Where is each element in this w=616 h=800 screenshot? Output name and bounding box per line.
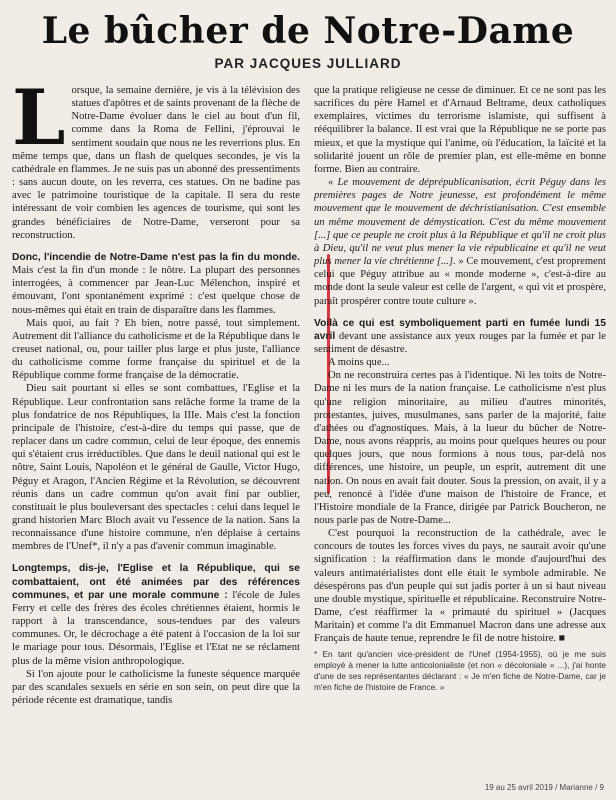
lead-in: Donc, l'incendie de Notre-Dame n'est pas la fin du monde. [12, 251, 300, 263]
paragraph: Si l'on ajoute pour le catholicisme la funeste séquence marquée par des scandales sexuels en série en son sein, on peut dire que la période récente est dramatique, tandis [12, 668, 300, 707]
paragraph: Voilà ce qui est symboliquement parti en fumée lundi 15 avril devant une assistance aux yeux rouges par la fumée et par le sentiment de désastre. [314, 317, 606, 355]
paragraph: A moins que... [328, 357, 390, 369]
article-title: Le bûcher de Notre-Dame [41, 10, 575, 52]
quote-paragraph: « Le mouvement de déprépublicanisation, écrit Péguy dans les premières pages de Notre jeunesse, est profondément le même mouvement que le mouvement de déchristianisation. C'est ensemble un même mouvement de démystication. C'est du même mouvement [...] que ce peuple ne croit plus à la République et qu'il ne croit plus à Dieu, qu'il ne veut plus mener la vie républicaine et qu'il ne veut plus mener la vie chrétienne [...]. » Ce mouvement, c'est proprement celui que Péguy attribue au « monde moderne », c'est-à-dire au monde dont la seule valeur est celle de l'argent, « qui vit et prospère, paraît prospérer contre toute culture ». [314, 177, 607, 307]
footnote: * En tant qu'ancien vice-président de l'Unef (1954-1955), où je me suis employé à mener la lutte anticolonialiste (et non « décoloniale » ...), j'ai honte d'une de ses représentantes déclarant : « Je m'en fiche de Notre-Dame, car je m'en fiche de l'histoire de France. » [314, 648, 606, 692]
peguy-quote: Le mouvement de déprépublicanisation, écrit Péguy dans les premières pages de Notre jeunesse, est profondément le même mouvement que le mouvement de déchristianisation. C'est ensemble un même mouvement de démystication. C'est du même mouvement [...] que ce peuple ne croit plus à la République et qu'il ne croit plus à Dieu, qu'il ne veut plus mener la vie républicaine et qu'il ne veut plus mener la vie chrétienne [...]. [314, 177, 606, 268]
lead-in: Longtemps, dis-je, l'Eglise et la République, qui se combattaient, ont été animées par des références communes, et par une morale commune : [12, 563, 300, 601]
paragraph: Lorsque, la semaine dernière, je vis à la télévision des statues d'apôtres et de saints provenant de la flèche de Notre-Dame évoluer dans le ciel au bout d'un fil, comme dans la Roma de Fellini, j'éprouvai le sentiment soudain que nous ne les reverrions plus. En même temps que, dans un flash de quelques secondes, je vis la cathédrale en flammes. Je ne suis pas un abonné des pressentiments : sans aucun doute, on les reverra, ces statues. On ne badine pas avec le patrimoine touristique de la capitale. Il sera du reste intéressant de voir combien les agences de tourisme, qui sont les grandes bénéficiaires de Notre-Dame, verseront pour sa reconstruction. [12, 73, 300, 241]
paragraph: Longtemps, dis-je, l'Eglise et la République, qui se combattaient, ont été animées par des références communes, et par une morale commune : l'école de Jules Ferry et celle des frères des écoles chrétiennes étaient, hormis le rapport à la transcendance, sous-tendues par des valeurs communes. Or, le décrochage a été patent à l'occasion de la loi sur le mariage pour tous. Désormais, l'Eglise et l'Etat ne se réclament plus de la même vision anthropologique. [12, 563, 300, 667]
paragraph: que la pratique religieuse ne cesse de diminuer. Et ce ne sont pas les sacrifices du père Hamel et d'Arnaud Beltrame, deux catholiques exemplaires, victimes du terrorisme islamiste, qui suffisent à rééquilibrer la balance. Il est vrai que la République ne se porte pas mieux, et que la mystique qui l'anime, où l'éducation, la laïcité et la solidarité jouent un rôle de premier plan, est elle-même en bonne forme. Bien au contraire. [314, 85, 606, 175]
left-column [12, 73, 300, 707]
paragraph: C'est pourquoi la reconstruction de la cathédrale, avec le concours de toutes les forces vives du pays, ne saurait avoir qu'une signification : la réaffirmation dans le monde d'aujourd'hui des valeurs antimatérialistes dont elle était le symbole admirable. Ne désespérons pas d'un peuple qui sut jadis porter à un si haut niveau une double mystique, spirituelle et républicaine. Reconstruire Notre-Dame, c'est réaffirmer la « primauté du spirituel » (Jacques Maritain) et comme l'a dit Emmanuel Macron dans une adresse aux Français de haute tenue, reprendre le fil de notre histoire. ■ [314, 528, 606, 645]
right-column [314, 84, 606, 693]
page-folio: 19 au 25 avril 2019 / Marianne / 9 [484, 783, 604, 792]
drop-cap: L [12, 73, 66, 162]
paragraph: Dieu sait pourtant si elles se sont combattues, l'Eglise et la République. Leur confrontation sans relâche forme la trame de la plus fondatrice de nos Républiques, la IIIe. Mais c'est la fonction principale de l'histoire, c'est-à-dire du temps qui passe, que de replacer dans un cadre commun, celui de leur époque, des ennemis qui s'étaient crus irréductibles. Que dans le deuil national qui est le nôtre, Saint Louis, Napoléon et le général de Gaulle, Victor Hugo, Péguy et Aragon, l'Ancien Régime et la Révolution, se découvrent réunis dans un cadre commun qu'on avait fini par oublier, constituait le plus bouleversant des spectacles : celui dans lequel le grand historien Marc Bloch avait vu l'essence de la nation. Sans la reconnaissance d'une histoire commune, n'en déplaise à certains membres de l'Unef*, il n'y a pas d'avenir commun imaginable. [12, 383, 300, 553]
lead-in: Voilà ce qui est symboliquement parti en fumée lundi 15 avril [314, 317, 606, 342]
paragraph: On ne reconstruira certes pas à l'identique. Ni les toits de Notre-Dame ni les murs de la nation française. Le catholicisme n'est plus qu'une religion minoritaire, au milieu d'autres minorités, protestantes, juives, musulmanes, sans parler de la majorité, faite d'athées ou d'agnostiques. Mais, à la lueur du bûcher de Notre-Dame, nous avons réappris, au moins pour quelques heures ou pour quelques jours, que nous formions à nous tous, par-delà nos différences, une histoire, un peuple, un esprit, autrement dit une nation. On nous en avait fait douter. Sous la pression, on avait, il y a peu, renoncé à l'idée d'une maison de l'histoire de France, et l'Histoire mondiale de la France, dirigée par Patrick Boucheron, ne nous parle pas de Notre-Dame... [314, 370, 606, 526]
byline: PAR JACQUES JULLIARD [214, 56, 402, 71]
paragraph: Mais quoi, au fait ? Eh bien, notre passé, tout simplement. Autrement dit l'alliance du catholicisme et de la République dans le creuset national, ou, pour tailler plus large et plus juste, l'alliance du catholicisme comme forme française du spirituel et de la République comme forme française de la démocratie. [12, 317, 300, 382]
paragraph: Donc, l'incendie de Notre-Dame n'est pas la fin du monde. Mais c'est la fin d'un monde : le nôtre. La plupart des personnes interrogées, à commencer par Jean-Luc Mélenchon, inspiré et émouvant, l'ont spontanément exprimé : c'est quelque chose de nous-mêmes qui était en train de disparaître dans les flammes. [12, 251, 300, 316]
